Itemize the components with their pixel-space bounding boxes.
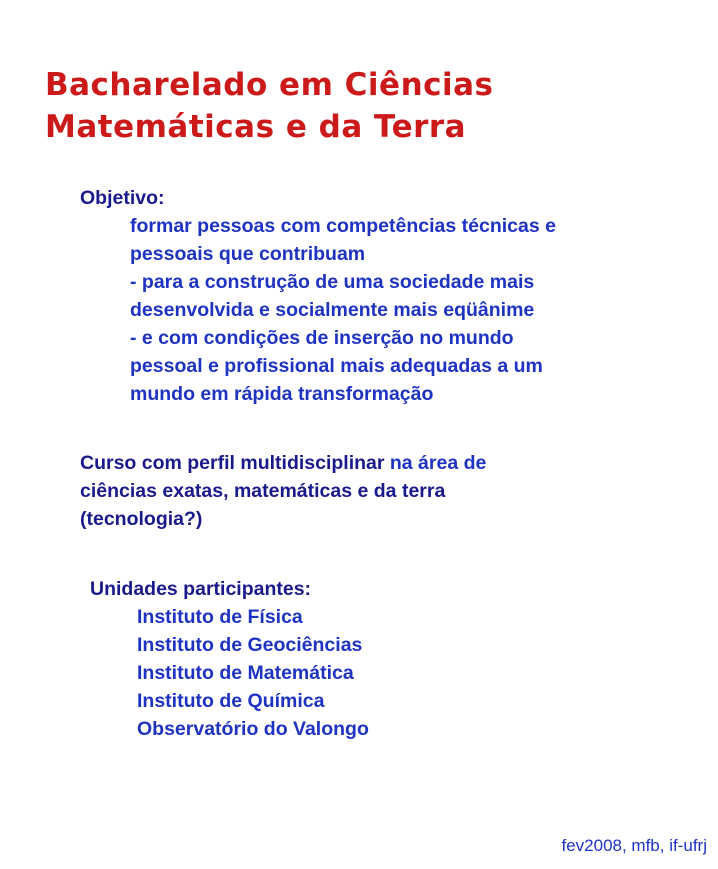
objetivo-line: desenvolvida e socialmente mais eqüânime: [130, 299, 535, 321]
objetivo-line: formar pessoas com competências técnicas e: [130, 215, 556, 237]
slide-title-line-2: Matemáticas e da Terra: [45, 109, 467, 145]
slide-title-line-1: Bacharelado em Ciências: [45, 67, 494, 103]
objetivo-line: pessoais que contribuam: [130, 243, 366, 265]
objetivo-heading: Objetivo:: [80, 187, 165, 209]
footer-credit: fev2008, mfb, if-ufrj: [561, 836, 707, 855]
curso-line-2: ciências exatas, matemáticas e da terra: [80, 480, 446, 502]
objetivo-line: - para a construção de uma sociedade mais: [130, 271, 535, 293]
curso-section: [80, 449, 486, 533]
curso-line-3: (tecnologia?): [80, 508, 203, 530]
unidades-section: [90, 575, 369, 743]
unidade-item: Instituto de Matemática: [137, 662, 354, 684]
curso-line-1: [80, 449, 486, 477]
unidades-heading: Unidades participantes:: [90, 578, 312, 600]
objetivo-line: pessoal e profissional mais adequadas a um: [130, 355, 543, 377]
objetivo-line: - e com condições de inserção no mundo: [130, 327, 514, 349]
curso-lead: Curso com perfil multidisciplinar: [80, 452, 385, 474]
unidade-item: Instituto de Física: [137, 606, 303, 628]
unidade-item: Instituto de Química: [137, 690, 325, 712]
unidade-item: Instituto de Geociências: [137, 634, 363, 656]
unidade-item: Observatório do Valongo: [137, 718, 369, 740]
curso-rest: na área de: [384, 452, 487, 474]
objetivo-line: mundo em rápida transformação: [130, 383, 434, 405]
slide-title: [45, 64, 685, 148]
objetivo-section: [80, 184, 556, 408]
